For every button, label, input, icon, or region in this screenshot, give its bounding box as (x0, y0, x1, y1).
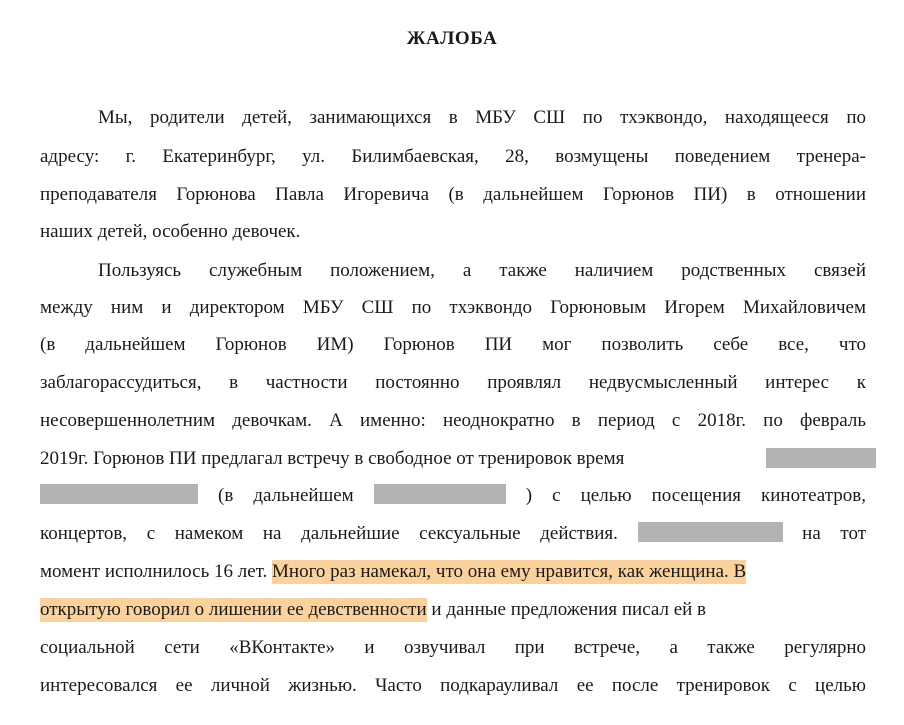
text-line: заблагорассудиться, в частности постоянно проявлял недвусмысленный интерес к (40, 372, 866, 393)
text-segment: ) с целью посещения кинотеатров, (525, 485, 866, 506)
text-line: социальной сети «ВКонтакте» и озвучивал при встрече, а также регулярно (40, 637, 866, 658)
document-title: ЖАЛОБА (406, 28, 498, 49)
redaction-box (638, 522, 783, 542)
text-segment: и данные предложения писал ей в (431, 599, 707, 620)
redaction-box (40, 484, 198, 504)
text-segment: (в дальнейшем (218, 485, 354, 506)
text-line (40, 560, 866, 584)
text-segment: на тот (802, 523, 866, 544)
highlighted-text: Много раз намекал, что она ему нравится, как женщина. В (272, 561, 747, 582)
text-line: наших детей, особенно девочек. (40, 221, 301, 242)
highlighted-text: открытую говорил о лишении ее девственности (40, 599, 427, 620)
text-line: адресу: г. Екатеринбург, ул. Билимбаевская, 28, возмущены поведением тренера- (40, 146, 866, 167)
text-line: между ним и директором МБУ СШ по тхэквондо Горюновым Игорем Михайловичем (40, 297, 866, 318)
text-line: Пользуясь служебным положением, а также наличием родственных связей (98, 260, 866, 281)
text-line: Мы, родители детей, занимающихся в МБУ СШ по тхэквондо, находящееся по (98, 107, 866, 128)
text-line: (в дальнейшем Горюнов ИМ) Горюнов ПИ мог позволить себе все, что (40, 334, 866, 355)
redaction-box (374, 484, 506, 504)
text-line: несовершеннолетним девочкам. А именно: неоднократно в период с 2018г. по февраль (40, 410, 866, 431)
redaction-box (766, 448, 876, 468)
text-line (40, 484, 866, 508)
text-line (40, 598, 866, 622)
text-segment: концертов, с намеком на дальнейшие сексуальные действия. (40, 523, 618, 544)
text-line: интересовался ее личной жизнью. Часто подкарауливал ее после тренировок с целью (40, 675, 866, 696)
text-line: 2019г. Горюнов ПИ предлагал встречу в свободное от тренировок время (40, 448, 625, 469)
text-segment: момент исполнилось 16 лет. (40, 561, 268, 582)
text-line (40, 522, 866, 546)
text-line: преподавателя Горюнова Павла Игоревича (в дальнейшем Горюнов ПИ) в отношении (40, 184, 866, 205)
